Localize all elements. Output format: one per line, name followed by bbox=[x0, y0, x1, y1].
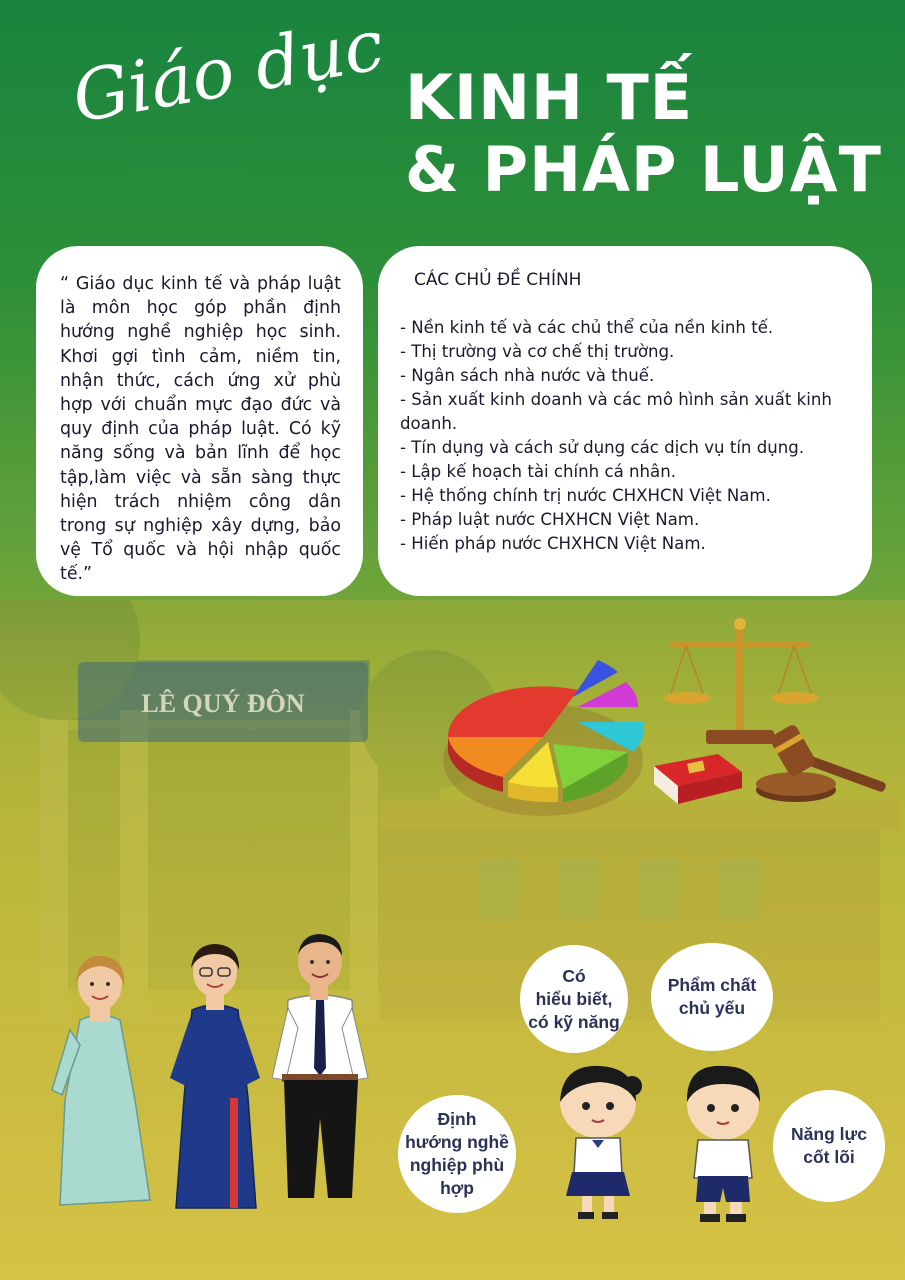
topics-card bbox=[378, 246, 872, 596]
bubble-knowledge bbox=[520, 945, 628, 1053]
law-book-illustration bbox=[648, 748, 746, 806]
bubble-career bbox=[398, 1095, 516, 1213]
pie-chart-illustration bbox=[438, 652, 658, 822]
main-title-line2: & PHÁP LUẬT bbox=[405, 133, 882, 206]
school-sign-text: LÊ QUÝ ĐÔN bbox=[141, 689, 305, 718]
topic-item: - Tín dụng và cách sử dụng các dịch vụ tín dụng. bbox=[400, 438, 805, 457]
quote-text: “ Giáo dục kinh tế và pháp luật là môn học góp phần định hướng nghề nghiệp học sinh. Khơi gợi tình cảm, niềm tin, nhận thức, cách ứng xử phù hợp với chuẩn mực đạo đức và quy định của pháp luật. Có kỹ năng sống và bản lĩnh để học tập,làm việc và sẵn sàng thực hiện trách nhiệm công dân trong sự nghiệp xây dựng, bảo vệ Tổ quốc và hội nhập quốc tế.” bbox=[60, 274, 341, 585]
school-sign bbox=[78, 662, 368, 742]
topic-item: - Thị trường và cơ chế thị trường. bbox=[400, 342, 675, 361]
topic-item: - Lập kế hoạch tài chính cá nhân. bbox=[400, 462, 677, 481]
topic-item: - Nền kinh tế và các chủ thể của nền kinh tế. bbox=[400, 318, 774, 337]
gavel-illustration bbox=[752, 718, 896, 808]
quote-card bbox=[36, 246, 363, 596]
topics-list bbox=[400, 316, 854, 556]
bubble-qualities bbox=[651, 943, 773, 1051]
topic-item: - Hệ thống chính trị nước CHXHCN Việt Nam. bbox=[400, 486, 771, 505]
topic-item: - Ngân sách nhà nước và thuế. bbox=[400, 366, 655, 385]
student-girl-figure bbox=[548, 1062, 648, 1220]
topic-item: - Pháp luật nước CHXHCN Việt Nam. bbox=[400, 510, 700, 529]
main-title bbox=[405, 61, 882, 206]
teacher-figure-middle bbox=[160, 938, 270, 1214]
main-title-line1: KINH TẾ bbox=[405, 61, 694, 134]
topic-item: - Hiến pháp nước CHXHCN Việt Nam. bbox=[400, 534, 706, 553]
student-boy-figure bbox=[676, 1062, 770, 1224]
teacher-figure-right bbox=[268, 928, 372, 1214]
topics-heading: CÁC CHỦ ĐỀ CHÍNH bbox=[414, 270, 582, 290]
bubble-career-text: Định hướng nghề nghiệp phù hợp bbox=[405, 1109, 509, 1198]
bubble-competence-text: Năng lực cốt lõi bbox=[791, 1124, 867, 1167]
script-title: Giáo dục bbox=[66, 3, 390, 139]
bubble-knowledge-text: Có hiểu biết, có kỹ năng bbox=[528, 965, 620, 1032]
topic-item: - Sản xuất kinh doanh và các mô hình sản xuất kinh doanh. bbox=[400, 390, 832, 433]
teacher-figure-left bbox=[40, 950, 160, 1212]
bubble-qualities-text: Phẩm chất chủ yếu bbox=[667, 975, 757, 1018]
bubble-competence bbox=[773, 1090, 885, 1202]
